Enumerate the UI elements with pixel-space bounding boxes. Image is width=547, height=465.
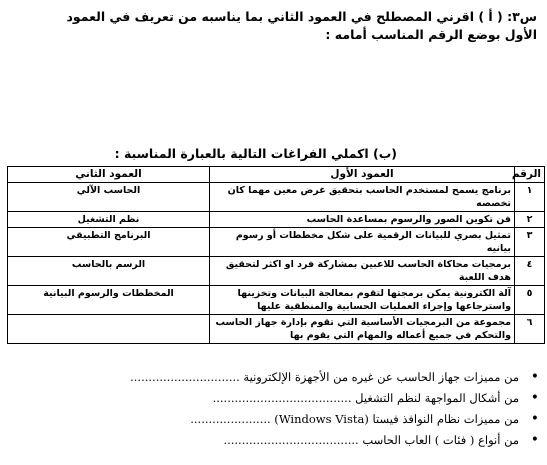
row-number: ٦ <box>515 315 545 344</box>
table-header-row <box>8 167 545 183</box>
term-cell: المخططات والرسوم البيانية <box>8 286 210 315</box>
row-number: ٤ <box>515 257 545 286</box>
list-item: • من مميزات جهاز الحاسب عن غيره من الأجهزة الإلكترونية .............................. <box>0 367 519 388</box>
header-column-2: العمود الثاني <box>8 167 210 183</box>
fill-in-blanks-list <box>0 367 541 451</box>
definition-cell: برنامج يسمح لمستخدم الحاسب بتحقيق غرض معين مهما كان تخصصه <box>210 183 515 212</box>
row-number: ٥ <box>515 286 545 315</box>
list-item: • من أشكال المواجهة لنظم التشغيل ...................................... <box>0 388 519 409</box>
row-number: ٣ <box>515 228 545 257</box>
term-cell: الرسم بالحاسب <box>8 257 210 286</box>
term-cell: البرنامج التطبيقي <box>8 228 210 257</box>
question-3-instructions: س٣: ( أ ) اقرني المصطلح في العمود الثاني بما يناسبه من تعريف في العمود الأول بوضع الرقم المناسب أمامه : <box>66 9 537 42</box>
term-cell: الحاسب الآلي <box>8 183 210 212</box>
matching-table <box>7 166 545 344</box>
list-item: • من أنواع ( فئات ) العاب الحاسب ..................................... <box>0 430 519 451</box>
list-item: • من مميزات نظام النوافذ فيستا (Windows Vista) ...................... <box>0 409 519 430</box>
definition-cell: آلة الكترونية يمكن برمجتها لتقوم بمعالجة البيانات وتخزينها واسترجاعها وإجراء العمليات الحسابية والمنطقية عليها <box>210 286 515 315</box>
table-row <box>8 183 545 212</box>
row-number: ٢ <box>515 212 545 228</box>
term-cell <box>8 315 210 344</box>
definition-cell: تمثيل بصري للبيانات الرقمية على شكل مخططات أو رسوم بيانيه <box>210 228 515 257</box>
header-column-1: العمود الأول <box>210 167 515 183</box>
question-b-instructions: (ب) اكملي الفراغات التالية بالعبارة المناسبة : <box>114 146 397 161</box>
table-row <box>8 315 545 344</box>
row-number: ١ <box>515 183 545 212</box>
definition-cell: برمجيات محاكاة الحاسب للاعبين بمشاركة فرد او اكثر لتحقيق هدف اللعبة <box>210 257 515 286</box>
table-row <box>8 212 545 228</box>
term-cell: نظم التشغيل <box>8 212 210 228</box>
definition-cell: مجموعة من البرمجيات الأساسية التي تقوم بإدارة جهاز الحاسب والتحكم في جميع أعماله والمهام التي يقوم بها <box>210 315 515 344</box>
table-row <box>8 286 545 315</box>
definition-cell: فن تكوين الصور والرسوم بمساعدة الحاسب <box>210 212 515 228</box>
table-row <box>8 228 545 257</box>
header-number: الرقم <box>515 167 545 183</box>
table-row <box>8 257 545 286</box>
